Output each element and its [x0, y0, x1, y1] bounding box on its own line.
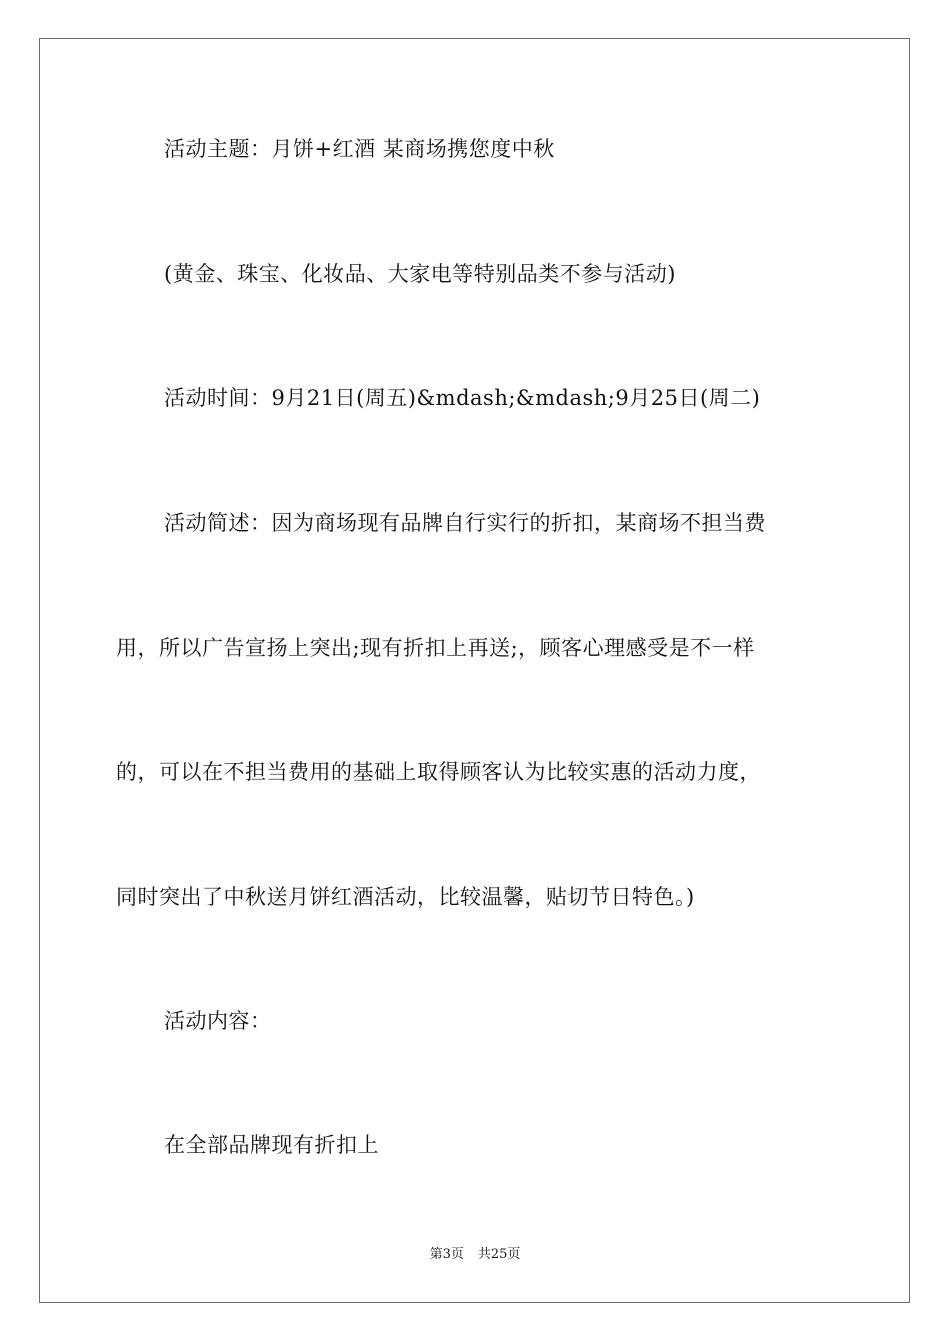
page-number: 第3页	[429, 1247, 464, 1262]
excluded-categories-line: (黄金、珠宝、化妆品、大家电等特别品类不参与活动)	[164, 262, 676, 286]
activity-theme-line: 活动主题：月饼+红酒 某商场携您度中秋	[164, 137, 555, 161]
activity-time-line: 活动时间：9月21日(周五)&mdash;&mdash;9月25日(周二)	[164, 386, 761, 410]
activity-content-line-1: 在全部品牌现有折扣上	[164, 1133, 379, 1157]
activity-summary-line-4: 同时突出了中秋送月饼红酒活动，比较温馨，贴切节日特色。)	[116, 885, 695, 909]
activity-summary-line-3: 的，可以在不担当费用的基础上取得顾客认为比较实惠的活动力度，	[116, 760, 761, 784]
page-footer	[0, 1246, 950, 1264]
activity-summary-line-1: 活动简述：因为商场现有品牌自行实行的折扣，某商场不担当费	[164, 511, 766, 535]
activity-summary-line-2: 用，所以广告宣扬上突出;现有折扣上再送;，顾客心理感受是不一样	[116, 636, 755, 660]
activity-content-heading: 活动内容：	[164, 1009, 272, 1033]
page-total: 共25页	[477, 1247, 521, 1262]
page-frame	[39, 38, 910, 1303]
